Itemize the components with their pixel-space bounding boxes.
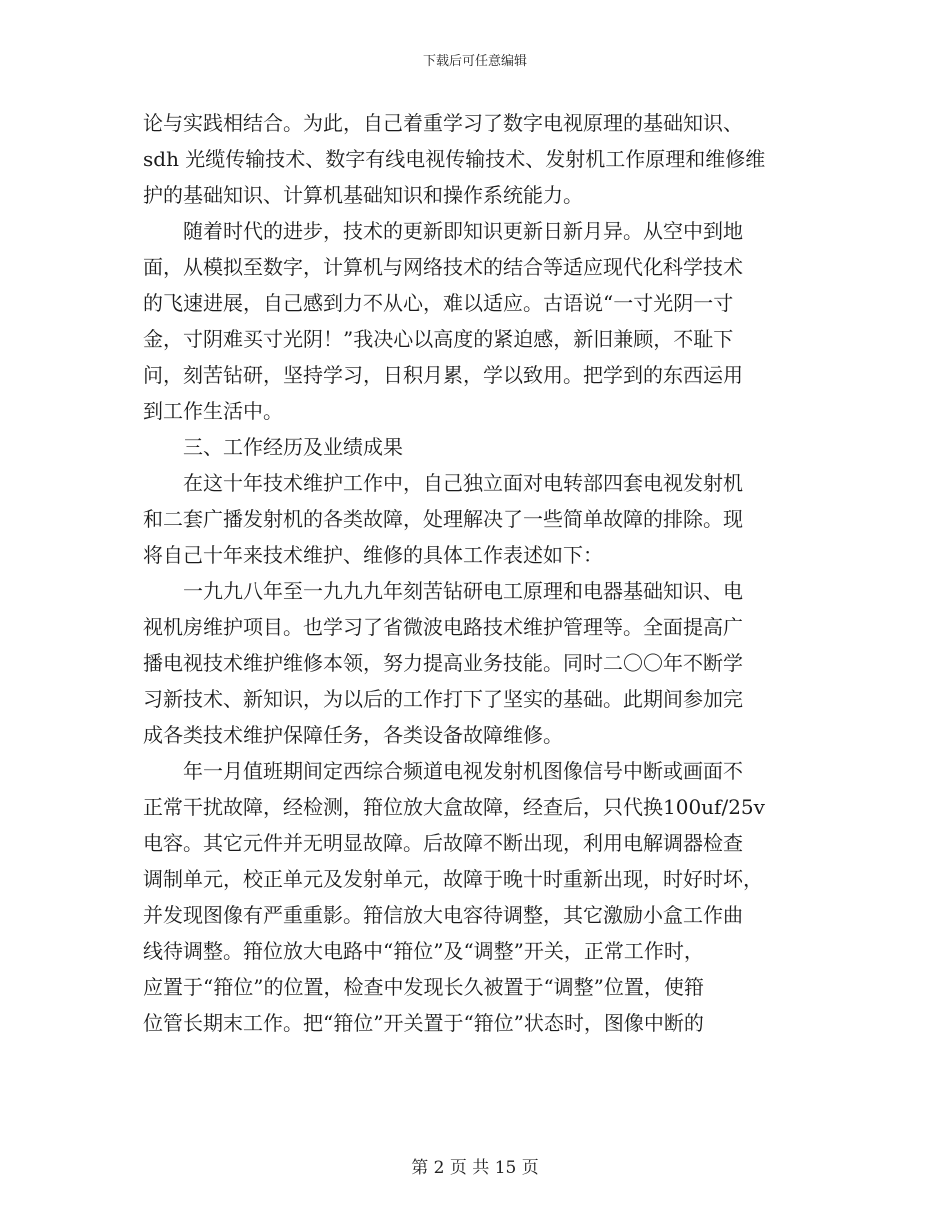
text-line: 到工作生活中。 [143, 399, 283, 423]
paragraph [143, 105, 810, 213]
paragraph [143, 573, 810, 753]
document-body [143, 105, 810, 1041]
text-line: 面，从模拟至数字，计算机与网络技术的结合等适应现代化科学技术 [143, 255, 743, 279]
text-line: 的飞速进展，自己感到力不从心，难以适应。古语说“一寸光阴一寸 [143, 291, 734, 315]
text-line: 论与实践相结合。为此，自己着重学习了数字电视原理的基础知识、 [143, 111, 743, 135]
text-line: 在这十年技术维护工作中，自己独立面对电转部四套电视发射机 [183, 471, 743, 495]
text-line: 习新技术、新知识，为以后的工作打下了坚实的基础。此期间参加完 [143, 687, 743, 711]
paragraph [143, 429, 810, 465]
text-line: 调制单元，校正单元及发射单元，故障于晚十时重新出现，时好时坏， [143, 867, 763, 891]
text-line: 一九九八年至一九九九年刻苦钻研电工原理和电器基础知识、电 [183, 579, 743, 603]
page-footer: 第 2 页 共 15 页 [411, 1158, 539, 1178]
text-line: sdh 光缆传输技术、数字有线电视传输技术、发射机工作原理和维修维 [143, 147, 766, 171]
text-line: 年一月值班期间定西综合频道电视发射机图像信号中断或画面不 [183, 759, 743, 783]
paragraph [143, 213, 810, 429]
text-line: 并发现图像有严重重影。箝信放大电容待调整，其它激励小盒工作曲 [143, 903, 743, 927]
text-line: 三、工作经历及业绩成果 [183, 435, 403, 459]
text-line: 正常干扰故障，经检测，箝位放大盒故障，经查后，只代换100uf/25v [143, 795, 765, 819]
text-line: 和二套广播发射机的各类故障，处理解决了一些简单故障的排除。现 [143, 507, 743, 531]
text-line: 电容。其它元件并无明显故障。后故障不断出现，利用电解调器检查 [143, 831, 743, 855]
text-line: 成各类技术维护保障任务，各类设备故障维修。 [143, 723, 563, 747]
text-line: 视机房维护项目。也学习了省微波电路技术维护管理等。全面提高广 [143, 615, 743, 639]
text-line: 应置于“箝位”的位置，检查中发现长久被置于“调整”位置，使箝 [143, 975, 704, 999]
text-line: 随着时代的进步，技术的更新即知识更新日新月异。从空中到地 [183, 219, 743, 243]
page-header: 下载后可任意编辑 [422, 54, 527, 69]
text-line: 线待调整。箝位放大电路中“箝位”及“调整”开关，正常工作时， [143, 939, 704, 963]
paragraph [143, 465, 810, 573]
text-line: 播电视技术维护维修本领，努力提高业务技能。同时二〇〇年不断学 [143, 651, 743, 675]
paragraph [143, 753, 810, 1041]
text-line: 问，刻苦钻研，坚持学习，日积月累，学以致用。把学到的东西运用 [143, 363, 743, 387]
text-line: 位管长期末工作。把“箝位”开关置于“箝位”状态时，图像中断的 [143, 1011, 704, 1035]
text-line: 护的基础知识、计算机基础知识和操作系统能力。 [143, 183, 583, 207]
text-line: 将自己十年来技术维护、维修的具体工作表述如下： [143, 543, 603, 567]
text-line: 金，寸阴难买寸光阴！”我决心以高度的紧迫感，新旧兼顾，不耻下 [143, 327, 734, 351]
